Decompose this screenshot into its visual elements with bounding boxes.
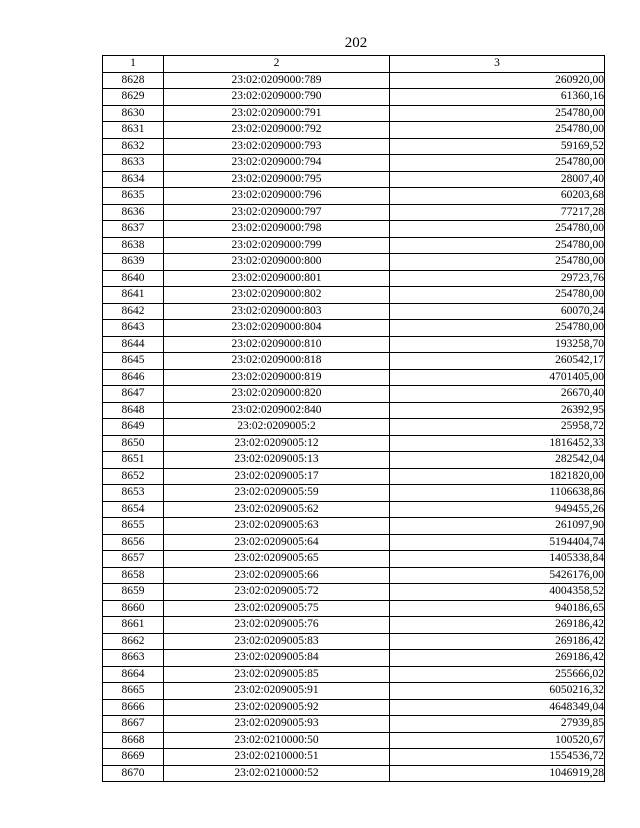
row-number-cell: 8658 [103,567,164,584]
table-row [103,320,605,337]
table-row [103,617,605,634]
table-row [103,353,605,370]
row-number-cell: 8649 [103,419,164,436]
row-number-cell: 8647 [103,386,164,403]
cadastral-number-cell: 23:02:0209000:789 [164,72,390,89]
cadastral-value-cell: 5426176,00 [390,567,605,584]
cadastral-value-cell: 77217,28 [390,204,605,221]
cadastral-value-cell: 193258,70 [390,336,605,353]
table-row [103,303,605,320]
column-header-3: 3 [390,56,605,73]
cadastral-value-cell: 254780,00 [390,105,605,122]
cadastral-number-cell: 23:02:0209000:802 [164,287,390,304]
cadastral-number-cell: 23:02:0209005:64 [164,534,390,551]
cadastral-value-cell: 269186,42 [390,617,605,634]
cadastral-number-cell: 23:02:0209000:793 [164,138,390,155]
table-row [103,204,605,221]
row-number-cell: 8642 [103,303,164,320]
row-number-cell: 8659 [103,584,164,601]
table-row [103,567,605,584]
cadastral-number-cell: 23:02:0209000:794 [164,155,390,172]
cadastral-number-cell: 23:02:0209005:59 [164,485,390,502]
cadastral-value-cell: 29723,76 [390,270,605,287]
cadastral-value-cell: 269186,42 [390,650,605,667]
row-number-cell: 8643 [103,320,164,337]
cadastral-number-cell: 23:02:0209000:798 [164,221,390,238]
cadastral-number-cell: 23:02:0209005:66 [164,567,390,584]
table-row [103,468,605,485]
row-number-cell: 8633 [103,155,164,172]
cadastral-value-cell: 1106638,86 [390,485,605,502]
table-row [103,600,605,617]
row-number-cell: 8666 [103,699,164,716]
cadastral-value-cell: 940186,65 [390,600,605,617]
cadastral-value-cell: 261097,90 [390,518,605,535]
cadastral-number-cell: 23:02:0209005:72 [164,584,390,601]
cadastral-number-cell: 23:02:0209005:2 [164,419,390,436]
table-row [103,551,605,568]
cadastral-number-cell: 23:02:0209005:13 [164,452,390,469]
row-number-cell: 8634 [103,171,164,188]
cadastral-value-cell: 254780,00 [390,287,605,304]
cadastral-number-cell: 23:02:0209005:93 [164,716,390,733]
cadastral-value-cell: 1046919,28 [390,765,605,782]
table-row [103,765,605,782]
cadastral-value-cell: 254780,00 [390,122,605,139]
table-row [103,501,605,518]
row-number-cell: 8644 [103,336,164,353]
cadastral-value-cell: 254780,00 [390,237,605,254]
table-row [103,138,605,155]
row-number-cell: 8653 [103,485,164,502]
cadastral-value-cell: 949455,26 [390,501,605,518]
cadastral-value-cell: 4701405,00 [390,369,605,386]
cadastral-value-cell: 254780,00 [390,320,605,337]
table-row [103,749,605,766]
row-number-cell: 8651 [103,452,164,469]
row-number-cell: 8662 [103,633,164,650]
row-number-cell: 8656 [103,534,164,551]
row-number-cell: 8636 [103,204,164,221]
cadastral-value-cell: 100520,67 [390,732,605,749]
cadastral-number-cell: 23:02:0209005:85 [164,666,390,683]
table-row [103,633,605,650]
cadastral-value-cell: 28007,40 [390,171,605,188]
table-row [103,419,605,436]
row-number-cell: 8654 [103,501,164,518]
row-number-cell: 8640 [103,270,164,287]
row-number-cell: 8645 [103,353,164,370]
table-row [103,518,605,535]
row-number-cell: 8629 [103,89,164,106]
cadastral-value-cell: 1405338,84 [390,551,605,568]
cadastral-number-cell: 23:02:0209005:83 [164,633,390,650]
table-row [103,171,605,188]
cadastral-number-cell: 23:02:0209000:820 [164,386,390,403]
cadastral-number-cell: 23:02:0209005:12 [164,435,390,452]
table-row [103,254,605,271]
cadastral-number-cell: 23:02:0209000:818 [164,353,390,370]
cadastral-value-cell: 1554536,72 [390,749,605,766]
row-number-cell: 8628 [103,72,164,89]
cadastral-number-cell: 23:02:0209000:791 [164,105,390,122]
table-row [103,237,605,254]
cadastral-number-cell: 23:02:0209000:804 [164,320,390,337]
row-number-cell: 8630 [103,105,164,122]
cadastral-number-cell: 23:02:0209005:63 [164,518,390,535]
cadastral-value-table [102,55,605,782]
table-row [103,221,605,238]
row-number-cell: 8663 [103,650,164,667]
table-row [103,336,605,353]
cadastral-number-cell: 23:02:0210000:50 [164,732,390,749]
cadastral-number-cell: 23:02:0209005:92 [164,699,390,716]
cadastral-number-cell: 23:02:0210000:52 [164,765,390,782]
cadastral-number-cell: 23:02:0209000:803 [164,303,390,320]
table-header [103,56,605,73]
cadastral-value-cell: 254780,00 [390,221,605,238]
cadastral-number-cell: 23:02:0209005:62 [164,501,390,518]
cadastral-number-cell: 23:02:0209000:800 [164,254,390,271]
cadastral-number-cell: 23:02:0209000:795 [164,171,390,188]
table-row [103,732,605,749]
table-row [103,435,605,452]
row-number-cell: 8641 [103,287,164,304]
cadastral-value-cell: 59169,52 [390,138,605,155]
table-row [103,122,605,139]
cadastral-value-cell: 6050216,32 [390,683,605,700]
cadastral-number-cell: 23:02:0209005:76 [164,617,390,634]
table-row [103,72,605,89]
cadastral-value-cell: 27939,85 [390,716,605,733]
row-number-cell: 8632 [103,138,164,155]
cadastral-value-cell: 1816452,33 [390,435,605,452]
cadastral-value-cell: 5194404,74 [390,534,605,551]
row-number-cell: 8660 [103,600,164,617]
row-number-cell: 8664 [103,666,164,683]
cadastral-value-cell: 26670,40 [390,386,605,403]
cadastral-value-cell: 60203,68 [390,188,605,205]
page-number: 202 [344,35,368,51]
table-row [103,270,605,287]
table-row [103,452,605,469]
table-row [103,485,605,502]
cadastral-number-cell: 23:02:0209000:790 [164,89,390,106]
cadastral-number-cell: 23:02:0210000:51 [164,749,390,766]
cadastral-value-cell: 25958,72 [390,419,605,436]
table-row [103,402,605,419]
table-row [103,534,605,551]
cadastral-number-cell: 23:02:0209000:819 [164,369,390,386]
row-number-cell: 8648 [103,402,164,419]
cadastral-value-cell: 260920,00 [390,72,605,89]
cadastral-number-cell: 23:02:0209000:797 [164,204,390,221]
cadastral-value-cell: 254780,00 [390,254,605,271]
table-row [103,584,605,601]
table-body [103,72,605,782]
table-row [103,89,605,106]
table-row [103,386,605,403]
table-row [103,287,605,304]
row-number-cell: 8661 [103,617,164,634]
row-number-cell: 8646 [103,369,164,386]
table-row [103,699,605,716]
column-header-2: 2 [164,56,390,73]
cadastral-value-cell: 260542,17 [390,353,605,370]
table-row [103,369,605,386]
cadastral-number-cell: 23:02:0209005:17 [164,468,390,485]
row-number-cell: 8652 [103,468,164,485]
cadastral-value-cell: 61360,16 [390,89,605,106]
cadastral-value-cell: 282542,04 [390,452,605,469]
row-number-cell: 8639 [103,254,164,271]
row-number-cell: 8631 [103,122,164,139]
cadastral-value-cell: 4004358,52 [390,584,605,601]
cadastral-number-cell: 23:02:0209002:840 [164,402,390,419]
cadastral-number-cell: 23:02:0209000:799 [164,237,390,254]
cadastral-number-cell: 23:02:0209000:801 [164,270,390,287]
table-row [103,155,605,172]
table-row [103,650,605,667]
cadastral-value-cell: 60070,24 [390,303,605,320]
table-row [103,105,605,122]
header-row [103,56,605,73]
cadastral-number-cell: 23:02:0209005:91 [164,683,390,700]
cadastral-number-cell: 23:02:0209000:810 [164,336,390,353]
table-row [103,188,605,205]
row-number-cell: 8637 [103,221,164,238]
cadastral-value-cell: 4648349,04 [390,699,605,716]
row-number-cell: 8668 [103,732,164,749]
table-row [103,666,605,683]
cadastral-number-cell: 23:02:0209000:796 [164,188,390,205]
table-row [103,683,605,700]
cadastral-value-cell: 1821820,00 [390,468,605,485]
cadastral-number-cell: 23:02:0209005:84 [164,650,390,667]
column-header-1: 1 [103,56,164,73]
cadastral-value-cell: 269186,42 [390,633,605,650]
row-number-cell: 8665 [103,683,164,700]
row-number-cell: 8635 [103,188,164,205]
row-number-cell: 8667 [103,716,164,733]
row-number-cell: 8650 [103,435,164,452]
row-number-cell: 8657 [103,551,164,568]
cadastral-number-cell: 23:02:0209005:75 [164,600,390,617]
cadastral-value-cell: 255666,02 [390,666,605,683]
cadastral-number-cell: 23:02:0209005:65 [164,551,390,568]
row-number-cell: 8670 [103,765,164,782]
row-number-cell: 8655 [103,518,164,535]
row-number-cell: 8669 [103,749,164,766]
cadastral-number-cell: 23:02:0209000:792 [164,122,390,139]
cadastral-value-cell: 254780,00 [390,155,605,172]
cadastral-value-cell: 26392,95 [390,402,605,419]
table-row [103,716,605,733]
row-number-cell: 8638 [103,237,164,254]
